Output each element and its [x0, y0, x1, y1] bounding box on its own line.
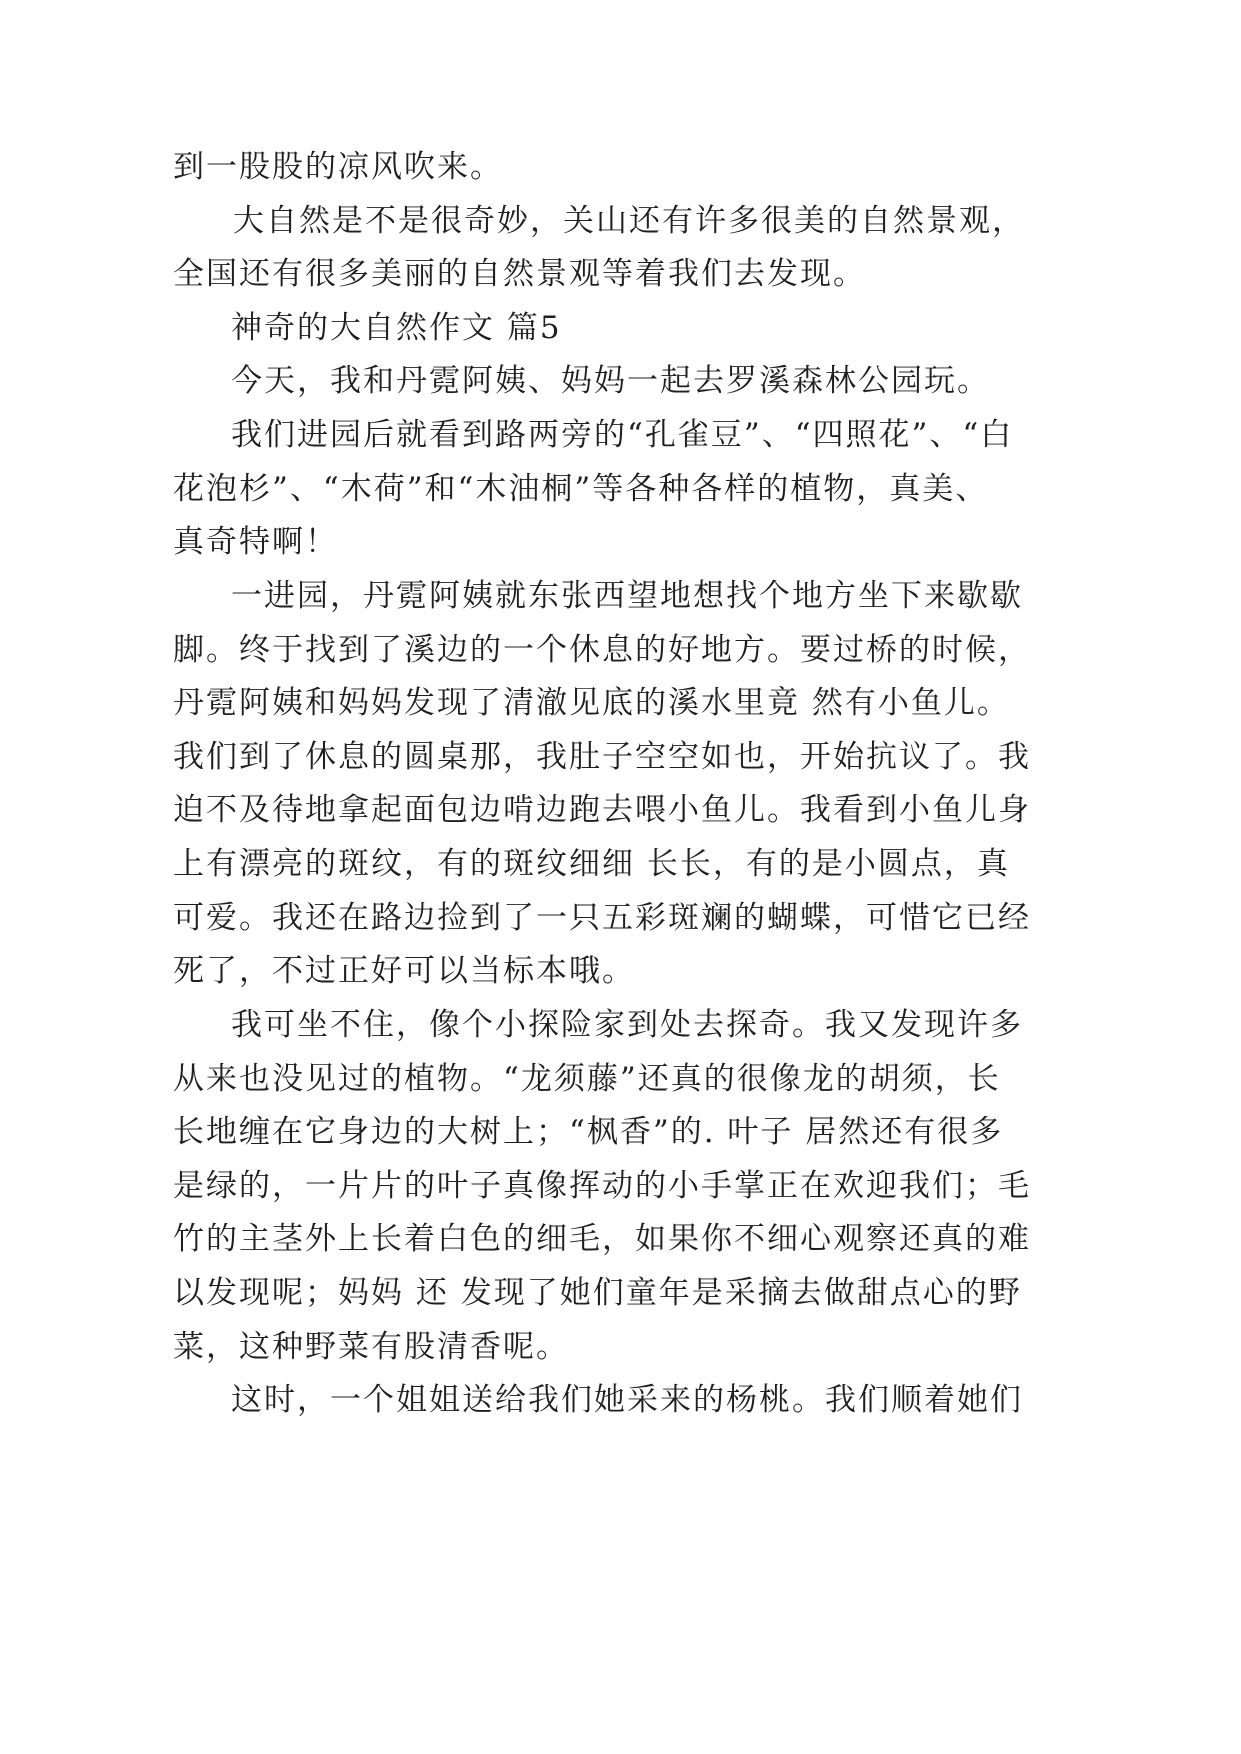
- text-line: 上有漂亮的斑纹，有的斑纹细细 长长，有的是小圆点，真: [173, 846, 1010, 882]
- text-line: 从来也没见过的植物。“龙须藤”还真的很像龙的胡须，长: [173, 1061, 1001, 1097]
- text-line: 可爱。我还在路边捡到了一只五彩斑斓的蝴蝶，可惜它已经: [173, 900, 1031, 936]
- text-line: 丹霓阿姨和妈妈发现了清澈见底的溪水里竟 然有小鱼儿。: [173, 685, 1010, 721]
- paragraph-first-line: 我可坐不住，像个小探险家到处去探奇。我又发现许多: [231, 1007, 1023, 1043]
- text-line: 死了，不过正好可以当标本哦。: [173, 953, 635, 989]
- text-line: 脚。终于找到了溪边的一个休息的好地方。要过桥的时候，: [173, 632, 1031, 668]
- text-line: 到一股股的凉风吹来。: [173, 149, 503, 185]
- paragraph-first-line: 一进园，丹霓阿姨就东张西望地想找个地方坐下来歇歇: [231, 578, 1023, 614]
- text-line: 以发现呢；妈妈 还 发现了她们童年是采摘去做甜点心的野: [173, 1275, 1022, 1311]
- text-line: 长地缠在它身边的大树上；“枫香”的. 叶子 居然还有很多: [173, 1114, 1004, 1150]
- paragraph-first-line: 我们进园后就看到路两旁的“孔雀豆”、“四照花”、“白: [231, 417, 1014, 453]
- section-heading: 神奇的大自然作文 篇5: [231, 310, 562, 346]
- text-line: 花泡杉”、“木荷”和“木油桐”等各种各样的植物，真美、: [173, 471, 989, 507]
- text-line: 菜，这种野菜有股清香呢。: [173, 1329, 569, 1365]
- paragraph-first-line: 今天，我和丹霓阿姨、妈妈一起去罗溪森林公园玩。: [231, 363, 990, 399]
- text-line: 我们到了休息的圆桌那，我肚子空空如也，开始抗议了。我: [173, 739, 1031, 775]
- text-line: 是绿的，一片片的叶子真像挥动的小手掌正在欢迎我们；毛: [173, 1168, 1031, 1204]
- text-line: 全国还有很多美丽的自然景观等着我们去发现。: [173, 256, 866, 292]
- text-line: 真奇特啊！: [173, 524, 338, 560]
- text-line: 迫不及待地拿起面包边啃边跑去喂小鱼儿。我看到小鱼儿身: [173, 792, 1031, 828]
- paragraph-first-line: 大自然是不是很奇妙，关山还有许多很美的自然景观，: [233, 203, 1025, 239]
- text-line: 竹的主茎外上长着白色的细毛，如果你不细心观察还真的难: [173, 1221, 1031, 1257]
- paragraph-first-line: 这时，一个姐姐送给我们她采来的杨桃。我们顺着她们: [231, 1382, 1023, 1418]
